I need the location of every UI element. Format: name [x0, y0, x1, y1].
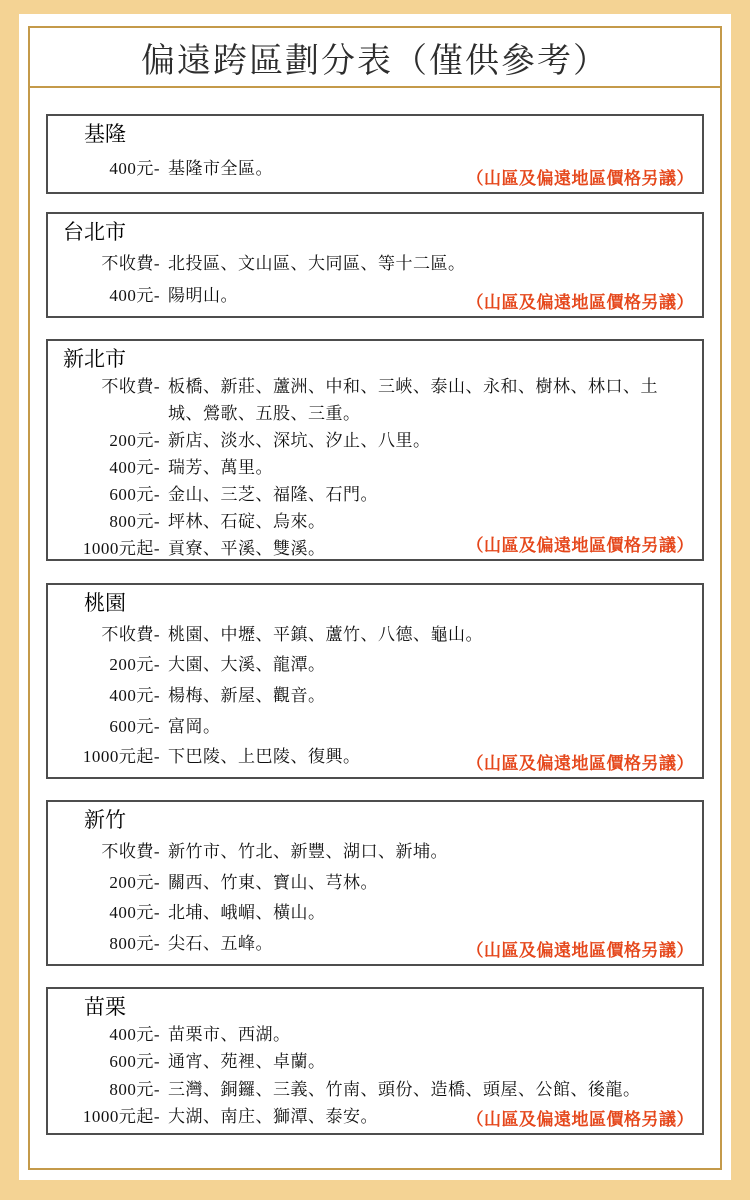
- price-label: 400元-: [109, 685, 160, 705]
- region-list: 北埔、峨嵋、橫山。: [168, 903, 326, 923]
- price-label: 400元-: [109, 285, 160, 305]
- price-label: 1000元起-: [82, 747, 160, 767]
- gold-frame: [28, 26, 722, 1170]
- price-label: 不收費-: [101, 624, 160, 644]
- price-label: 1000元起-: [82, 539, 160, 558]
- price-row: [48, 1076, 702, 1103]
- remote-area-note: （山區及偏遠地區價格另議）: [467, 936, 695, 961]
- price-row: [48, 481, 702, 508]
- region-list: 板橋、新莊、蘆洲、中和、三峽、泰山、永和、樹林、林口、土城、鶯歌、五股、三重。: [168, 377, 658, 423]
- price-label: 400元-: [109, 1025, 160, 1045]
- title-band: [30, 28, 720, 88]
- region-list: 三灣、銅鑼、三義、竹南、頭份、造橋、頭屋、公館、後龍。: [168, 1079, 641, 1099]
- region-list: 陽明山。: [168, 285, 238, 305]
- region-list: 大園、大溪、龍潭。: [168, 655, 326, 675]
- region-heading: 基隆: [84, 122, 126, 146]
- price-label: 600元-: [109, 1052, 160, 1072]
- price-label: 200元-: [109, 872, 160, 892]
- region-list: 新竹市、竹北、新豐、湖口、新埔。: [168, 841, 448, 861]
- region-section-5: [46, 800, 704, 966]
- price-row: [48, 713, 702, 740]
- region-section-4: [46, 583, 704, 779]
- sections-container: [30, 88, 720, 1168]
- price-label: 200元-: [109, 431, 160, 450]
- region-section-3: [46, 339, 704, 561]
- region-heading: 新北市: [63, 347, 126, 371]
- region-heading: 新竹: [84, 808, 126, 832]
- region-list: 通宵、苑裡、卓蘭。: [168, 1052, 326, 1072]
- price-row: [48, 682, 702, 709]
- price-label: 400元-: [109, 903, 160, 923]
- remote-area-note: （山區及偏遠地區價格另議）: [467, 749, 695, 774]
- remote-area-note: （山區及偏遠地區價格另議）: [467, 531, 695, 556]
- region-list: 瑞芳、萬里。: [168, 458, 273, 477]
- price-label: 800元-: [109, 934, 160, 954]
- price-label: 200元-: [109, 655, 160, 675]
- region-list: 基隆市全區。: [168, 159, 273, 178]
- price-label: 不收費-: [101, 254, 160, 274]
- price-label: 800元-: [109, 512, 160, 531]
- region-list: 楊梅、新屋、觀音。: [168, 685, 326, 705]
- region-list: 桃園、中壢、平鎮、蘆竹、八德、龜山。: [168, 624, 483, 644]
- page-title: 偏遠跨區劃分表（僅供參考）: [141, 41, 609, 80]
- region-list: 貢寮、平溪、雙溪。: [168, 539, 326, 558]
- price-label: 400元-: [109, 458, 160, 477]
- remote-area-note: （山區及偏遠地區價格另議）: [467, 288, 695, 313]
- region-heading: 台北市: [63, 220, 126, 244]
- price-label: 600元-: [109, 485, 160, 504]
- region-list: 北投區、文山區、大同區、等十二區。: [168, 254, 466, 274]
- price-label: 400元-: [109, 159, 160, 178]
- price-row: [48, 454, 702, 481]
- price-row: [48, 1048, 702, 1075]
- region-section-6: [46, 987, 704, 1135]
- region-list: 大湖、南庄、獅潭、泰安。: [168, 1106, 378, 1126]
- price-row: [48, 838, 702, 865]
- region-list: 苗栗市、西湖。: [168, 1025, 291, 1045]
- region-list: 金山、三芝、福隆、石門。: [168, 485, 378, 504]
- region-heading: 苗栗: [84, 995, 126, 1019]
- region-list: 新店、淡水、深坑、汐止、八里。: [168, 431, 431, 450]
- price-label: 600元-: [109, 716, 160, 736]
- remote-area-note: （山區及偏遠地區價格另議）: [467, 1105, 695, 1130]
- region-list: 尖石、五峰。: [168, 934, 273, 954]
- price-row: [48, 651, 702, 678]
- price-row: [48, 250, 702, 277]
- region-list: 坪林、石碇、烏來。: [168, 512, 326, 531]
- price-label: 不收費-: [101, 377, 160, 396]
- price-label: 不收費-: [101, 841, 160, 861]
- price-row: [48, 427, 702, 454]
- region-section-1: [46, 114, 704, 194]
- price-row: [48, 621, 702, 648]
- price-row: [48, 869, 702, 896]
- price-row: [48, 899, 702, 926]
- region-list: 關西、竹東、寶山、芎林。: [168, 872, 378, 892]
- price-label: 800元-: [109, 1079, 160, 1099]
- region-section-2: [46, 212, 704, 318]
- price-row: [48, 1021, 702, 1048]
- region-list: 富岡。: [168, 716, 221, 736]
- region-list: 下巴陵、上巴陵、復興。: [168, 747, 361, 767]
- price-row: [48, 373, 702, 427]
- remote-area-note: （山區及偏遠地區價格另議）: [467, 164, 695, 189]
- document-panel: [19, 14, 731, 1180]
- region-heading: 桃園: [84, 591, 126, 615]
- price-label: 1000元起-: [82, 1106, 160, 1126]
